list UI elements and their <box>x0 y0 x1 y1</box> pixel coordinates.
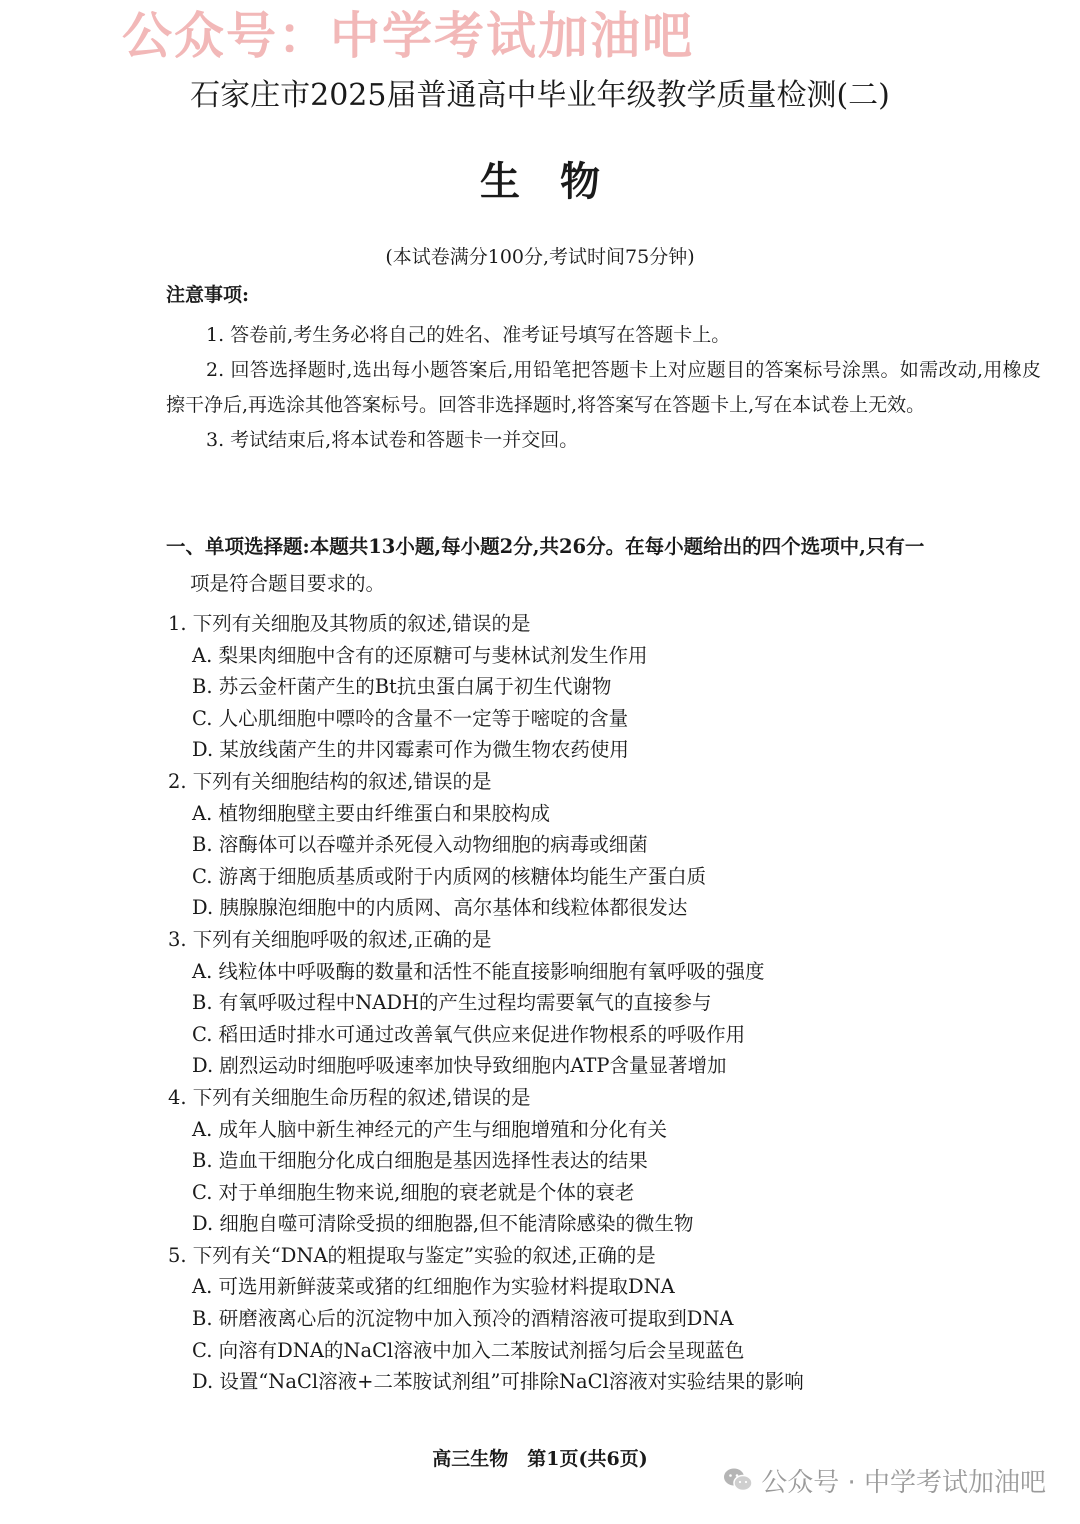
section-heading <box>166 528 1046 602</box>
question-1 <box>168 608 1048 766</box>
notice-heading: 注意事项: <box>166 284 250 306</box>
section-heading-line1: 一、单项选择题:本题共13小题,每小题2分,共26分。在每小题给出的四个选项中,只有一 <box>166 535 925 558</box>
option-a: A. 线粒体中呼吸酶的数量和活性不能直接影响细胞有氧呼吸的强度 <box>192 959 765 983</box>
question-4 <box>168 1082 1048 1240</box>
option-c: C. 对于单细胞生物来说,细胞的衰老就是个体的衰老 <box>192 1180 635 1204</box>
question-stem: 2. 下列有关细胞结构的叙述,错误的是 <box>168 769 492 793</box>
option-a: A. 可选用新鲜菠菜或猪的红细胞作为实验材料提取DNA <box>192 1275 675 1299</box>
exam-title: 石家庄市2025届普通高中毕业年级教学质量检测(二) <box>190 78 890 113</box>
question-stem: 4. 下列有关细胞生命历程的叙述,错误的是 <box>168 1085 531 1109</box>
question-list <box>168 608 1048 1398</box>
section-heading-line2: 项是符合题目要求的。 <box>190 572 386 595</box>
option-c: C. 稻田适时排水可通过改善氧气供应来促进作物根系的呼吸作用 <box>192 1022 746 1046</box>
option-b: B. 溶酶体可以吞噬并杀死侵入动物细胞的病毒或细菌 <box>192 833 648 857</box>
question-5 <box>168 1240 1048 1398</box>
option-a: A. 梨果肉细胞中含有的还原糖可与斐林试剂发生作用 <box>192 643 648 667</box>
notice-item: 1. 答卷前,考生务必将自己的姓名、准考证号填写在答题卡上。 <box>206 324 731 346</box>
option-c: C. 人心肌细胞中嘌呤的含量不一定等于嘧啶的含量 <box>192 706 629 730</box>
question-stem: 5. 下列有关“DNA的粗提取与鉴定”实验的叙述,正确的是 <box>168 1243 656 1267</box>
option-b: B. 造血干细胞分化成白细胞是基因选择性表达的结果 <box>192 1149 648 1173</box>
option-a: A. 植物细胞壁主要由纤维蛋白和果胶构成 <box>192 801 550 825</box>
option-d: D. 剧烈运动时细胞呼吸速率加快导致细胞内ATP含量显著增加 <box>192 1054 727 1078</box>
option-c: C. 游离于细胞质基质或附于内质网的核糖体均能生产蛋白质 <box>192 864 707 888</box>
option-d: D. 设置“NaCl溶液+二苯胺试剂组”可排除NaCl溶液对实验结果的影响 <box>192 1370 804 1394</box>
question-3 <box>168 924 1048 1082</box>
option-b: B. 苏云金杆菌产生的Bt抗虫蛋白属于初生代谢物 <box>192 675 612 699</box>
option-d: D. 胰腺腺泡细胞中的内质网、高尔基体和线粒体都很发达 <box>192 896 688 920</box>
watermark-bottom-text: 公众号 · 中学考试加油吧 <box>761 1467 1046 1498</box>
watermark-bottom <box>723 1460 1046 1500</box>
question-stem: 3. 下列有关细胞呼吸的叙述,正确的是 <box>168 927 492 951</box>
subject-title: 生物 <box>480 158 640 205</box>
option-d: D. 细胞自噬可清除受损的细胞器,但不能清除感染的微生物 <box>192 1212 694 1236</box>
option-d: D. 某放线菌产生的井冈霉素可作为微生物农药使用 <box>192 738 629 762</box>
watermark-top: 公众号：中学考试加油吧 <box>122 7 694 65</box>
question-2 <box>168 766 1048 924</box>
question-stem: 1. 下列有关细胞及其物质的叙述,错误的是 <box>168 612 531 635</box>
option-a: A. 成年人脑中新生神经元的产生与细胞增殖和分化有关 <box>192 1117 667 1141</box>
option-b: B. 有氧呼吸过程中NADH的产生过程均需要氧气的直接参与 <box>192 991 712 1015</box>
page-footer: 高三生物 第1页(共6页) <box>432 1448 648 1470</box>
notice-item: 2. 回答选择题时,选出每小题答案后,用铅笔把答题卡上对应题目的答案标号涂黑。如需改动,用橡皮擦干净后,再选涂其他答案标号。回答非选择题时,将答案写在答题卡上,写在本试卷上无效。 <box>166 359 1041 416</box>
option-b: B. 研磨液离心后的沉淀物中加入预冷的酒精溶液可提取到DNA <box>192 1307 734 1331</box>
notice-item: 3. 考试结束后,将本试卷和答题卡一并交回。 <box>206 429 579 451</box>
wechat-icon <box>723 1467 753 1493</box>
option-c: C. 向溶有DNA的NaCl溶液中加入二苯胺试剂摇匀后会呈现蓝色 <box>192 1338 745 1362</box>
notice-list <box>166 318 1041 458</box>
exam-info: (本试卷满分100分,考试时间75分钟) <box>385 246 695 268</box>
